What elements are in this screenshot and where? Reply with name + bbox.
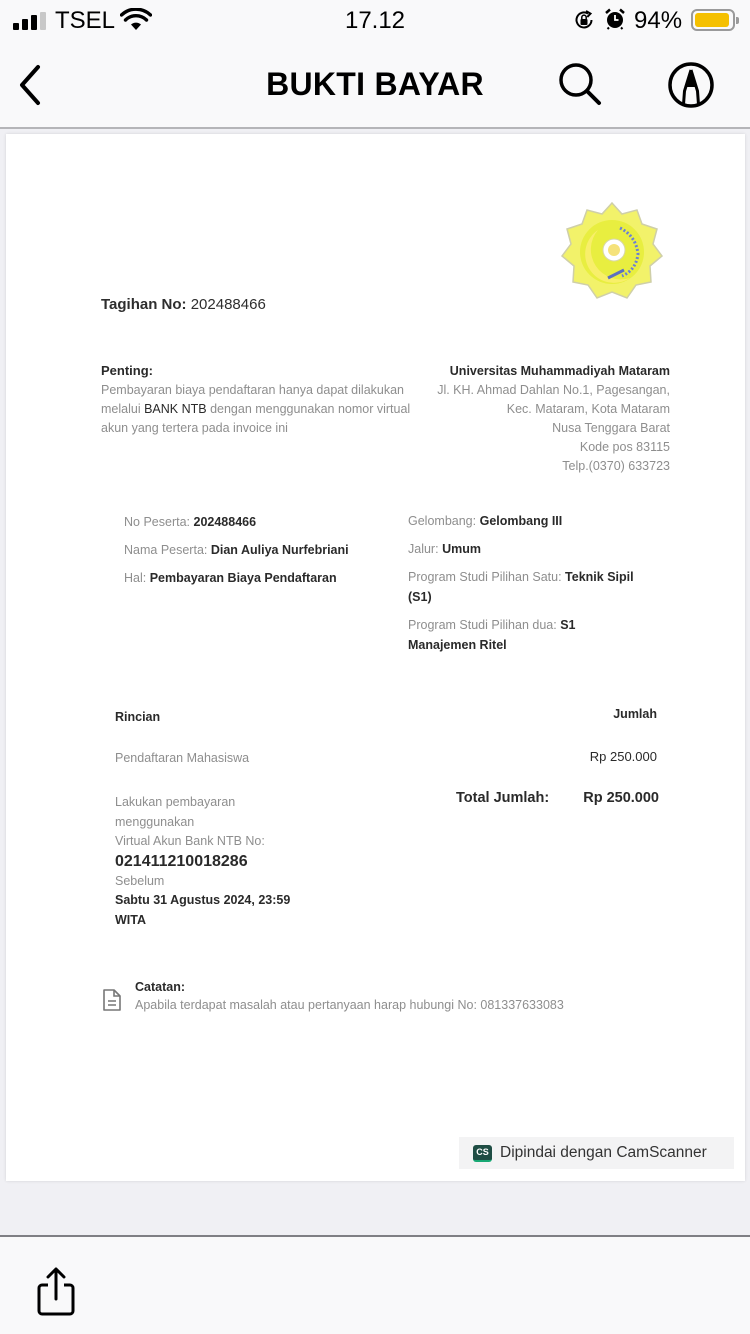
address-line: Telp.(0370) 633723 (562, 459, 670, 473)
important-text (101, 381, 421, 438)
field-value: Gelombang III (479, 514, 563, 528)
share-icon[interactable] (35, 1265, 77, 1317)
address-line: Jl. KH. Ahmad Dahlan No.1, Pagesangan, (437, 383, 670, 397)
registration-path (408, 542, 481, 556)
navigation-bar (0, 40, 750, 129)
payment-deadline: Sabtu 31 Agustus 2024, 23:59 WITA (115, 893, 291, 927)
university-address-block (437, 362, 670, 476)
invoice-number-value: 202488466 (190, 296, 266, 313)
field-label: Jalur: (408, 542, 439, 556)
field-label: Nama Peserta: (124, 543, 208, 557)
important-text-before: Pembayaran biaya pendaftaran hanya dapat dilakukan melalui (101, 383, 404, 416)
field-value: Teknik Sipil (S1) (408, 570, 634, 604)
invoice-number-label: Tagihan No: (101, 296, 187, 313)
total-amount: Rp 250.000 (583, 790, 659, 806)
study-program-second-choice (408, 615, 588, 655)
important-text-after: dengan menggunakan nomor virtual akun yang tertera pada invoice ini (101, 402, 411, 435)
document-note-icon (102, 988, 122, 1012)
status-bar (0, 0, 750, 40)
invoice-number (101, 296, 266, 313)
page-title: BUKTI BAYAR (266, 66, 484, 102)
payment-instruction-line: Lakukan pembayaran menggunakan (115, 795, 236, 829)
field-label: Hal: (124, 571, 147, 585)
field-value: Dian Auliya Nurfebriani (210, 543, 349, 557)
search-icon[interactable] (556, 60, 604, 108)
document-page (6, 134, 745, 1181)
field-label: No Peserta: (124, 515, 191, 529)
virtual-account-number: 021411210018286 (115, 852, 248, 870)
field-value: S1 Manajemen Ritel (408, 618, 576, 652)
important-bank-name: BANK NTB (144, 402, 207, 416)
field-label: Program Studi Pilihan dua: (408, 618, 557, 632)
payment-instruction-line: Virtual Akun Bank NTB No: (115, 834, 265, 848)
markup-pen-icon[interactable] (667, 61, 715, 109)
camscanner-watermark (459, 1137, 734, 1169)
participant-number (124, 515, 256, 529)
address-line: Kode pos 83115 (579, 440, 670, 454)
field-value: 202488466 (193, 515, 257, 529)
university-seal-logo (560, 200, 664, 304)
field-label: Program Studi Pilihan Satu: (408, 570, 562, 584)
total-label: Total Jumlah: (456, 790, 550, 806)
battery-percent: 94% (634, 7, 683, 34)
field-label: Gelombang: (408, 514, 477, 528)
payment-subject (124, 571, 337, 585)
field-value: Pembayaran Biaya Pendaftaran (149, 571, 337, 585)
camscanner-text: Dipindai dengan CamScanner (500, 1144, 707, 1161)
orientation-lock-icon (573, 9, 595, 31)
clock-time: 17.12 (344, 7, 406, 34)
line-item-amount: Rp 250.000 (589, 749, 657, 764)
battery-icon (691, 9, 735, 31)
note-heading: Catatan: (135, 980, 186, 994)
important-heading: Penting: (101, 363, 153, 378)
payment-instructions (115, 793, 355, 930)
note-text: Apabila terdapat masalah atau pertanyaan harap hubungi No: 081337633083 (135, 998, 564, 1012)
deadline-label: Sebelum (115, 873, 165, 888)
line-item-name: Pendaftaran Mahasiswa (115, 751, 250, 765)
document-viewer[interactable] (0, 129, 750, 1235)
address-line: Kec. Mataram, Kota Mataram (506, 402, 670, 416)
university-name: Universitas Muhammadiyah Mataram (449, 364, 670, 378)
carrier-name: TSEL (55, 7, 116, 34)
participant-name (124, 543, 349, 557)
details-column-header: Rincian (115, 710, 161, 724)
address-line: Nusa Tenggara Barat (552, 421, 670, 435)
bottom-toolbar (0, 1235, 750, 1334)
field-value: Umum (442, 542, 481, 556)
study-program-first-choice (408, 567, 648, 607)
registration-wave (408, 514, 562, 528)
amount-column-header: Jumlah (613, 707, 657, 721)
alarm-icon (604, 8, 626, 30)
camscanner-logo: CS (473, 1145, 492, 1162)
